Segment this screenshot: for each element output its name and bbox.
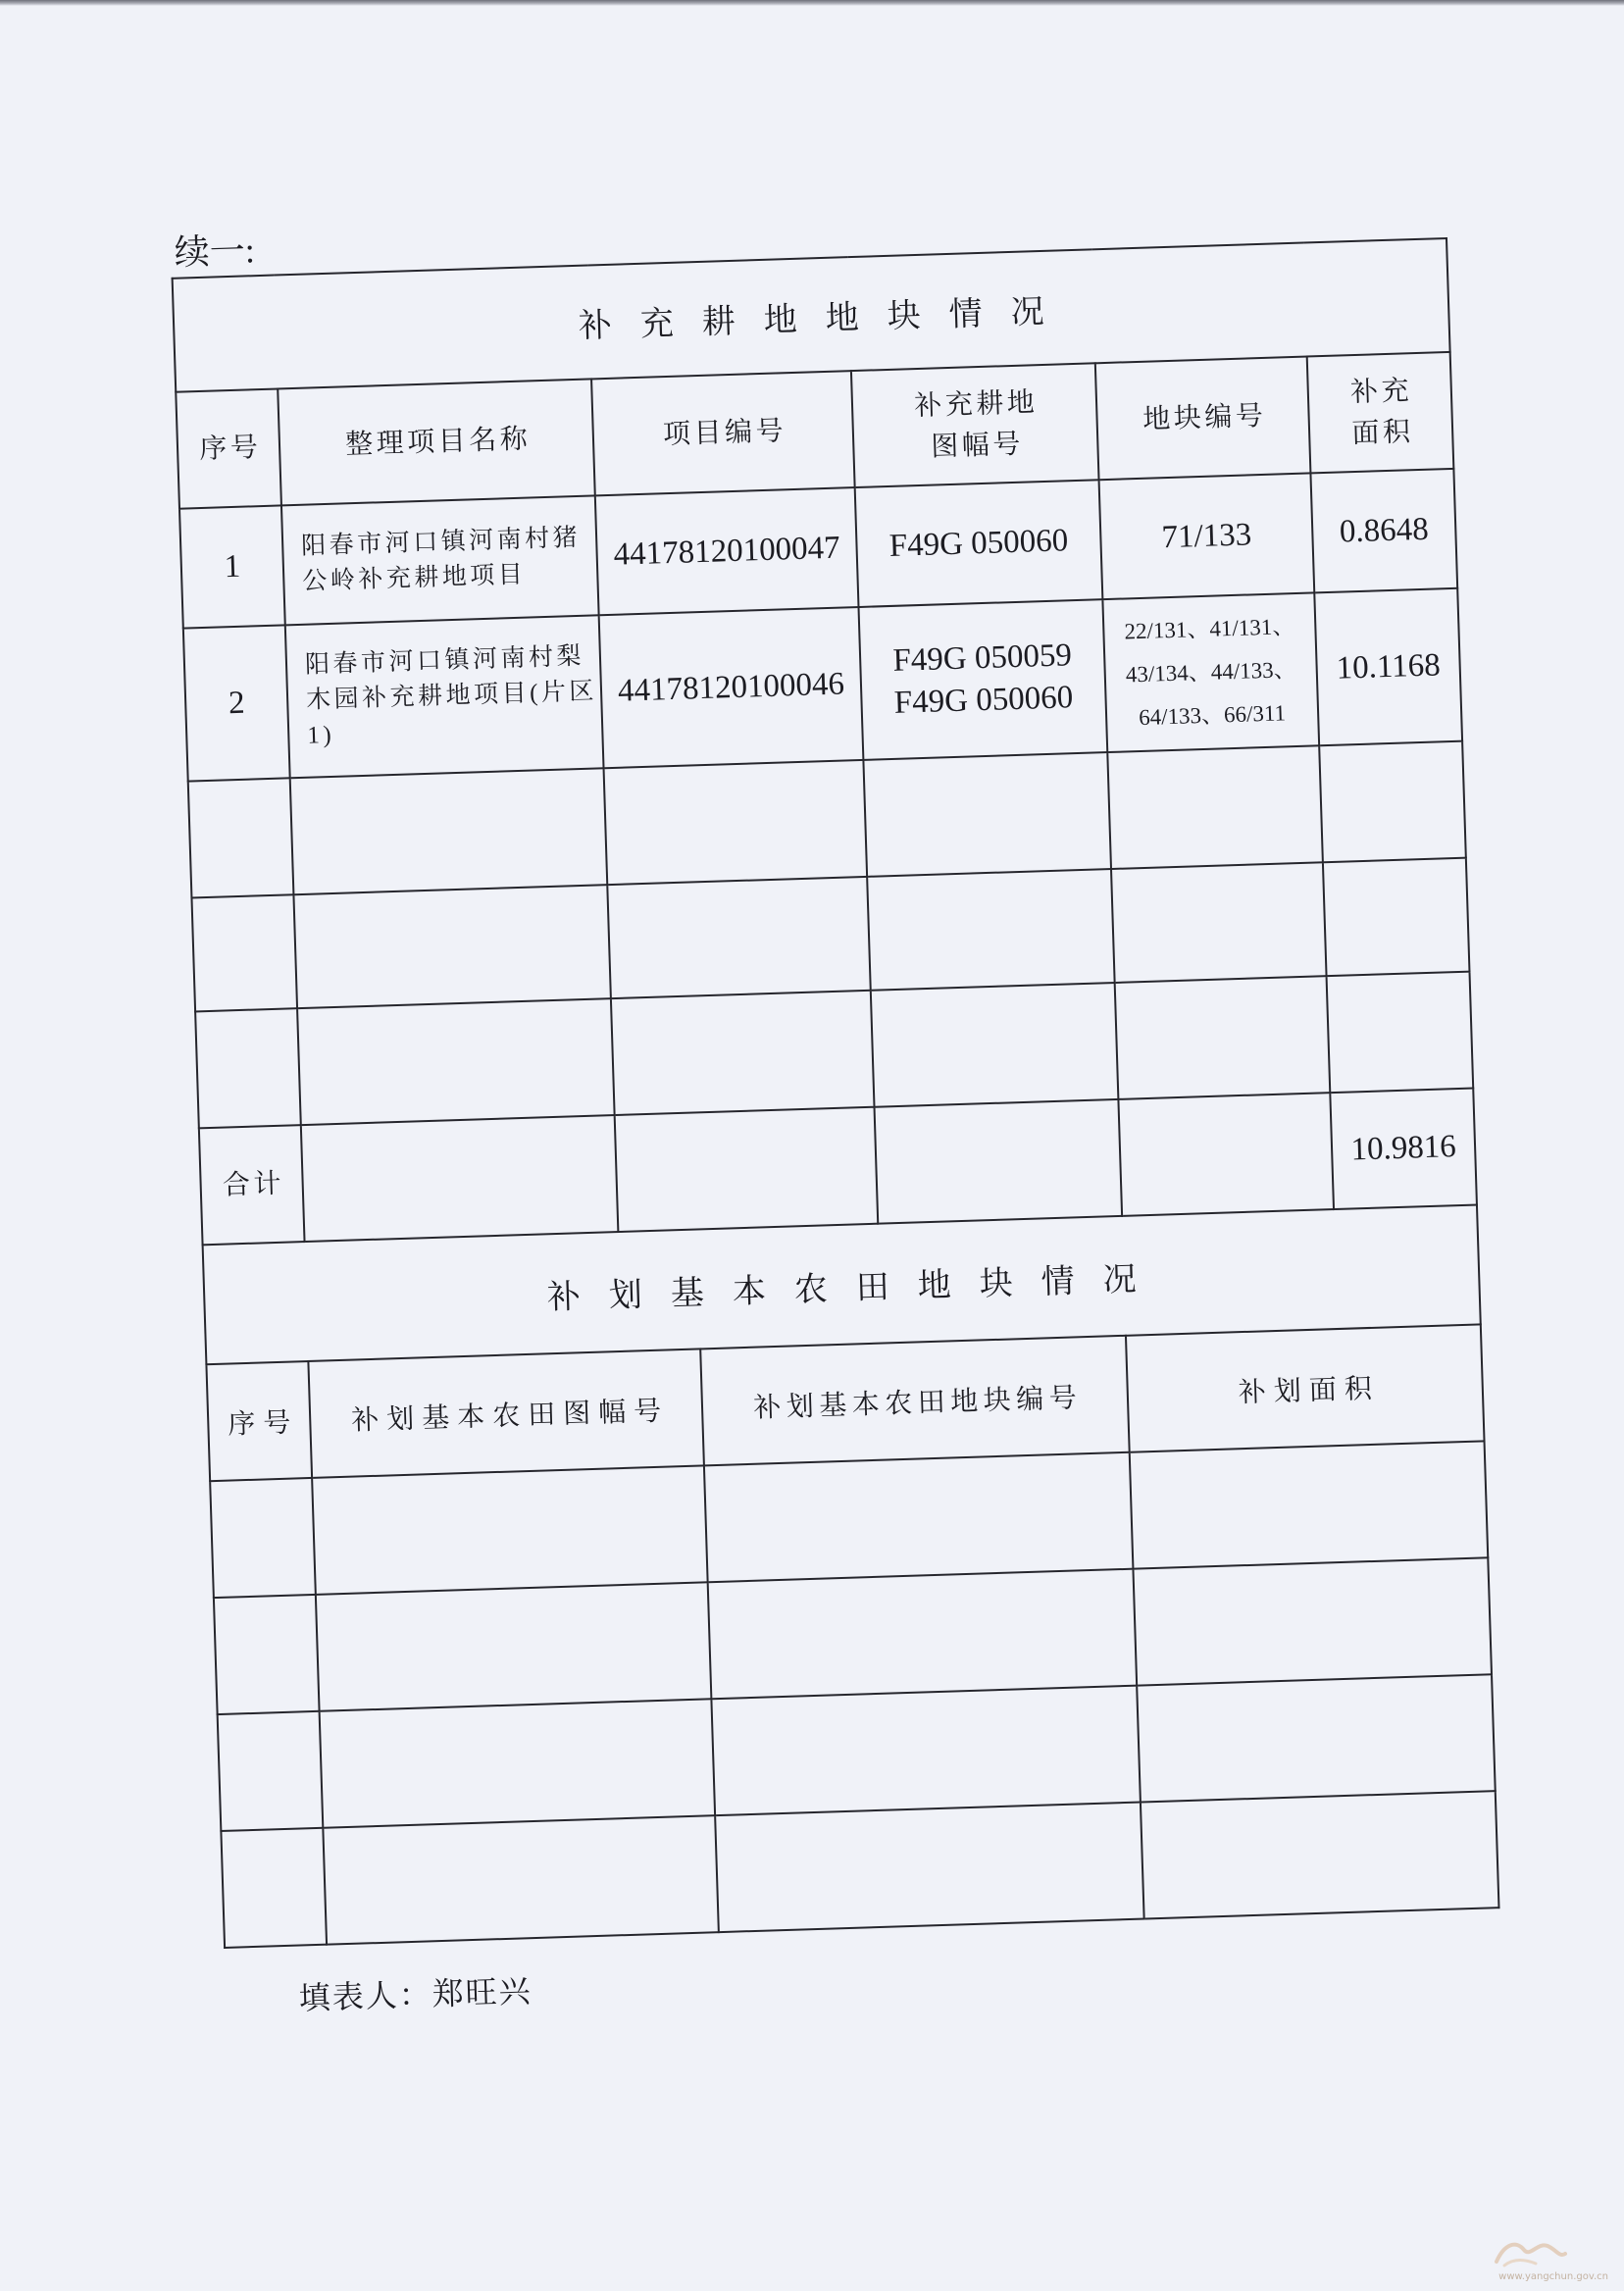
area-value: 10.1168	[1336, 646, 1442, 687]
header-index	[176, 388, 281, 508]
map-sheet-number: F49G 050060	[893, 680, 1074, 721]
total-area: 10.9816	[1349, 1129, 1457, 1168]
cell-map-sheet	[858, 599, 1107, 760]
header-map-sheet	[308, 1349, 704, 1478]
empty-cell	[290, 768, 608, 894]
empty-cell	[293, 885, 610, 1008]
section-title: 补划基本农田地块情况	[546, 1260, 1166, 1316]
scan-edge	[0, 0, 1624, 6]
empty-cell	[1118, 1093, 1334, 1216]
empty-cell	[711, 1686, 1141, 1816]
form-tables	[172, 237, 1498, 1949]
header-project-code	[591, 371, 855, 495]
empty-cell	[607, 877, 871, 998]
empty-cell	[188, 778, 294, 897]
empty-cell	[316, 1582, 712, 1711]
empty-cell	[214, 1595, 320, 1714]
header-parcel-code	[1095, 356, 1311, 480]
header-label: 序号	[227, 1406, 299, 1441]
empty-cell	[704, 1452, 1134, 1583]
empty-cell	[1115, 976, 1331, 1099]
continuation-label: 续一:	[174, 230, 256, 273]
total-label: 合计	[222, 1168, 285, 1201]
cell-parcel-code	[1099, 473, 1315, 599]
empty-cell	[1133, 1557, 1492, 1685]
empty-cell	[1323, 858, 1470, 977]
supplementary-farmland-table	[172, 237, 1478, 1246]
parcel-code-line: 64/133、66/311	[1138, 700, 1287, 731]
empty-cell	[1111, 862, 1327, 983]
filled-by: 填表人：郑旺兴	[298, 1973, 533, 2016]
cell-project-code	[595, 487, 859, 615]
cell-project-name	[285, 615, 604, 778]
header-label: 整理项目名称	[344, 423, 532, 460]
cell-index	[183, 625, 290, 781]
header-index	[206, 1361, 312, 1481]
project-code: 44178120100046	[617, 665, 845, 709]
header-label: 项目编号	[662, 415, 787, 450]
header-area	[1126, 1324, 1485, 1451]
header-label-line: 补充	[1349, 375, 1413, 408]
project-name-line: 阳春市河口镇河南村梨	[304, 642, 585, 679]
empty-cell	[297, 998, 615, 1125]
empty-cell	[210, 1478, 316, 1598]
header-label: 序号	[198, 432, 262, 465]
header-label: 补划基本农田地块编号	[752, 1382, 1083, 1424]
header-project-name	[278, 379, 595, 505]
header-label: 补划基本农田图幅号	[350, 1395, 670, 1437]
empty-cell	[867, 869, 1115, 991]
header-label-line: 补充耕地	[913, 386, 1039, 422]
empty-cell	[221, 1828, 327, 1948]
project-code: 44178120100047	[613, 530, 841, 573]
cell-project-code	[599, 607, 864, 768]
empty-cell	[615, 1107, 879, 1232]
empty-cell	[1107, 745, 1323, 869]
empty-cell	[715, 1803, 1144, 1933]
empty-cell	[1319, 741, 1466, 863]
header-label-line: 面积	[1350, 416, 1414, 449]
area-value: 0.8648	[1339, 511, 1430, 550]
empty-cell	[312, 1465, 708, 1595]
empty-cell	[871, 983, 1119, 1107]
cell-map-sheet	[855, 480, 1103, 607]
project-name-line: 1)	[306, 721, 335, 749]
empty-cell	[611, 991, 875, 1115]
form-sheet	[139, 176, 1530, 2041]
project-name-line: 公岭补充耕地项目	[301, 561, 527, 595]
empty-cell	[320, 1699, 716, 1828]
cell-project-name	[281, 495, 599, 625]
parcel-code-line: 22/131、41/131、	[1124, 614, 1295, 644]
header-map-sheet	[851, 363, 1099, 487]
cell-parcel-code	[1102, 592, 1319, 752]
empty-cell	[301, 1115, 619, 1242]
watermark-logo	[1491, 2236, 1571, 2269]
empty-cell	[1327, 972, 1474, 1094]
empty-cell	[1141, 1791, 1499, 1918]
row-index: 1	[224, 548, 241, 585]
empty-cell	[708, 1569, 1138, 1700]
cell-area	[1314, 588, 1462, 746]
empty-cell	[323, 1815, 719, 1945]
empty-cell	[195, 1008, 301, 1128]
parcel-code-line: 43/134、44/133、	[1125, 657, 1296, 687]
empty-cell	[1137, 1674, 1496, 1802]
empty-cell	[191, 894, 297, 1011]
total-area-cell	[1330, 1089, 1477, 1210]
header-label: 地块编号	[1142, 400, 1267, 435]
map-sheet-number: F49G 050059	[891, 637, 1073, 679]
header-label-line: 图幅号	[930, 429, 1025, 463]
project-name-line: 木园补充耕地项目(片区	[305, 678, 598, 714]
watermark-site: www.yangchun.gov.cn	[1498, 2271, 1608, 2282]
cell-area	[1310, 469, 1457, 593]
empty-cell	[604, 760, 868, 885]
row-index: 2	[228, 685, 246, 721]
empty-cell	[875, 1099, 1123, 1224]
parcel-code: 71/133	[1161, 516, 1252, 555]
map-sheet-number: F49G 050060	[888, 522, 1069, 564]
total-label-cell	[199, 1125, 305, 1245]
header-parcel-code	[700, 1336, 1130, 1466]
empty-cell	[218, 1711, 324, 1831]
basic-farmland-table	[202, 1205, 1500, 1949]
empty-cell	[863, 752, 1111, 877]
header-area	[1307, 352, 1454, 474]
empty-cell	[1130, 1441, 1489, 1568]
section-title: 补充耕地地块情况	[578, 292, 1074, 345]
project-name-line: 阳春市河口镇河南村猪	[300, 524, 582, 560]
cell-index	[179, 505, 285, 628]
header-label: 补划面积	[1238, 1373, 1381, 1408]
